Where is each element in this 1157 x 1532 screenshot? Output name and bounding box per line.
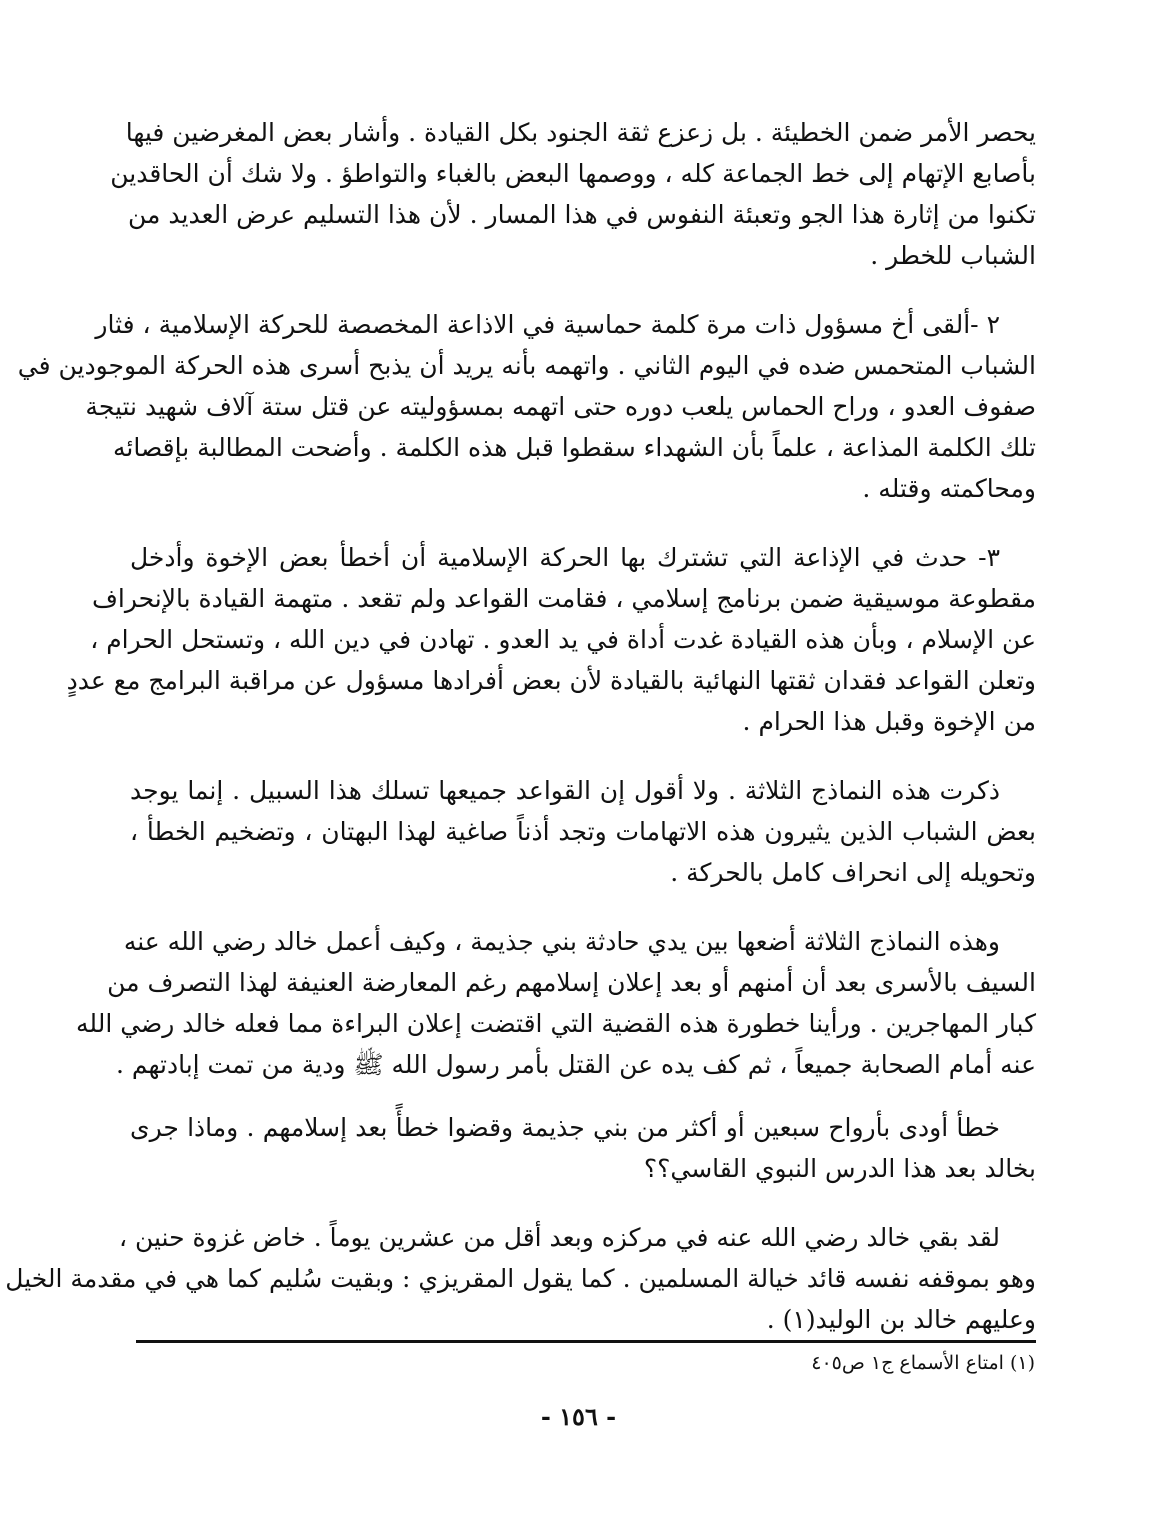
paragraph-2 [17,304,1036,509]
text-line: عنه أمام الصحابة جميعاً ، ثم كف يده عن القتل بأمر رسول الله ﷺ ودية من تمت إبادتهم . [115,1050,1036,1079]
text-line: كبار المهاجرين . ورأينا خطورة هذه القضية التي اقتضت إعلان البراءة مما فعله خالد رضي الله [76,1009,1036,1038]
text-line: ومحاكمته وقتله . [862,474,1036,503]
text-line: تلك الكلمة المذاعة ، علماً بأن الشهداء سقطوا قبل هذه الكلمة . وأضحت المطالبة بإقصائه [112,433,1036,462]
page-body [5,112,1036,1368]
paragraph-4 [130,770,1036,893]
text-line: وتعلن القواعد فقدان ثقتها النهائية بالقيادة لأن بعض أفرادها مسؤول عن مراقبة البرامج مع عددٍ [66,666,1036,695]
text-line: الشباب المتحمس ضده في اليوم الثاني . واتهمه بأنه يريد أن يذبح أسرى هذه الحركة الموجودين في [17,351,1036,380]
text-line: لقد بقي خالد رضي الله عنه في مركزه وبعد أقل من عشرين يوماً . خاض غزوة حنين ، [118,1223,1000,1252]
text-line: تكنوا من إثارة هذا الجو وتعبئة النفوس في هذا المسار . لأن هذا التسليم عرض العديد من [128,200,1036,229]
text-line: من الإخوة وقبل هذا الحرام . [742,707,1036,736]
text-line: وعليهم خالد بن الوليد(١) . [766,1305,1036,1334]
text-line: بخالد بعد هذا الدرس النبوي القاسي؟؟ [643,1154,1036,1183]
text-line: عن الإسلام ، وبأن هذه القيادة غدت أداة في يد العدو . تهادن في دين الله ، وتستحل الحرام ، [90,625,1036,654]
text-line: ٣- حدث في الإذاعة التي تشترك بها الحركة الإسلامية أن أخطأ بعض الإخوة وأدخل [130,543,1000,572]
paragraph-6 [130,1107,1036,1189]
text-line: خطأ أودى بأرواح سبعين أو أكثر من بني جذيمة وقضوا خطأً بعد إسلامهم . وماذا جرى [130,1113,1000,1142]
paragraph-7 [5,1217,1036,1340]
text-line: السيف بالأسرى بعد أن أمنهم أو بعد إعلان إسلامهم رغم المعارضة العنيفة لهذا التصرف من [107,968,1036,997]
text-line: وتحويله إلى انحراف كامل بالحركة . [670,858,1036,887]
text-line: مقطوعة موسيقية ضمن برنامج إسلامي ، فقامت القواعد ولم تقعد . متهمة القيادة بالإنحراف [92,584,1036,613]
text-line: وهو بموقفه نفسه قائد خيالة المسلمين . كما يقول المقريزي : وبقيت سُليم كما هي في مقدمة الخيل [5,1264,1036,1293]
text-line: يحصر الأمر ضمن الخطيئة . بل زعزع ثقة الجنود بكل القيادة . وأشار بعض المغرضين فيها [125,118,1036,147]
text-line: صفوف العدو ، وراح الحماس يلعب دوره حتى اتهمه بمسؤوليته عن قتل ستة آلاف شهيد نتيجة [85,392,1036,421]
footnote: (١) امتاع الأسماع ج١ ص٤٠٥ [811,1352,1035,1374]
paragraph-1 [110,112,1036,276]
text-line: الشباب للخطر . [870,241,1036,270]
paragraph-5 [76,921,1036,1085]
text-line: ذكرت هذه النماذج الثلاثة . ولا أقول إن القواعد جميعها تسلك هذا السبيل . إنما يوجد [130,776,1000,805]
footnote-divider [136,1340,1036,1343]
text-line: بعض الشباب الذين يثيرون هذه الاتهامات وتجد أذناً صاغية لهذا البهتان ، وتضخيم الخطأ ، [130,817,1036,846]
paragraph-3 [66,537,1036,742]
text-line: بأصابع الإتهام إلى خط الجماعة كله ، ووصمها البعض بالغباء والتواطؤ . ولا شك أن الحاقدين [110,159,1036,188]
text-line: وهذه النماذج الثلاثة أضعها بين يدي حادثة بني جذيمة ، وكيف أعمل خالد رضي الله عنه [123,927,1000,956]
text-line: ٢ -ألقى أخ مسؤول ذات مرة كلمة حماسية في الاذاعة المخصصة للحركة الإسلامية ، فثار [95,310,1000,339]
page-number: - ١٥٦ - [540,1402,617,1431]
